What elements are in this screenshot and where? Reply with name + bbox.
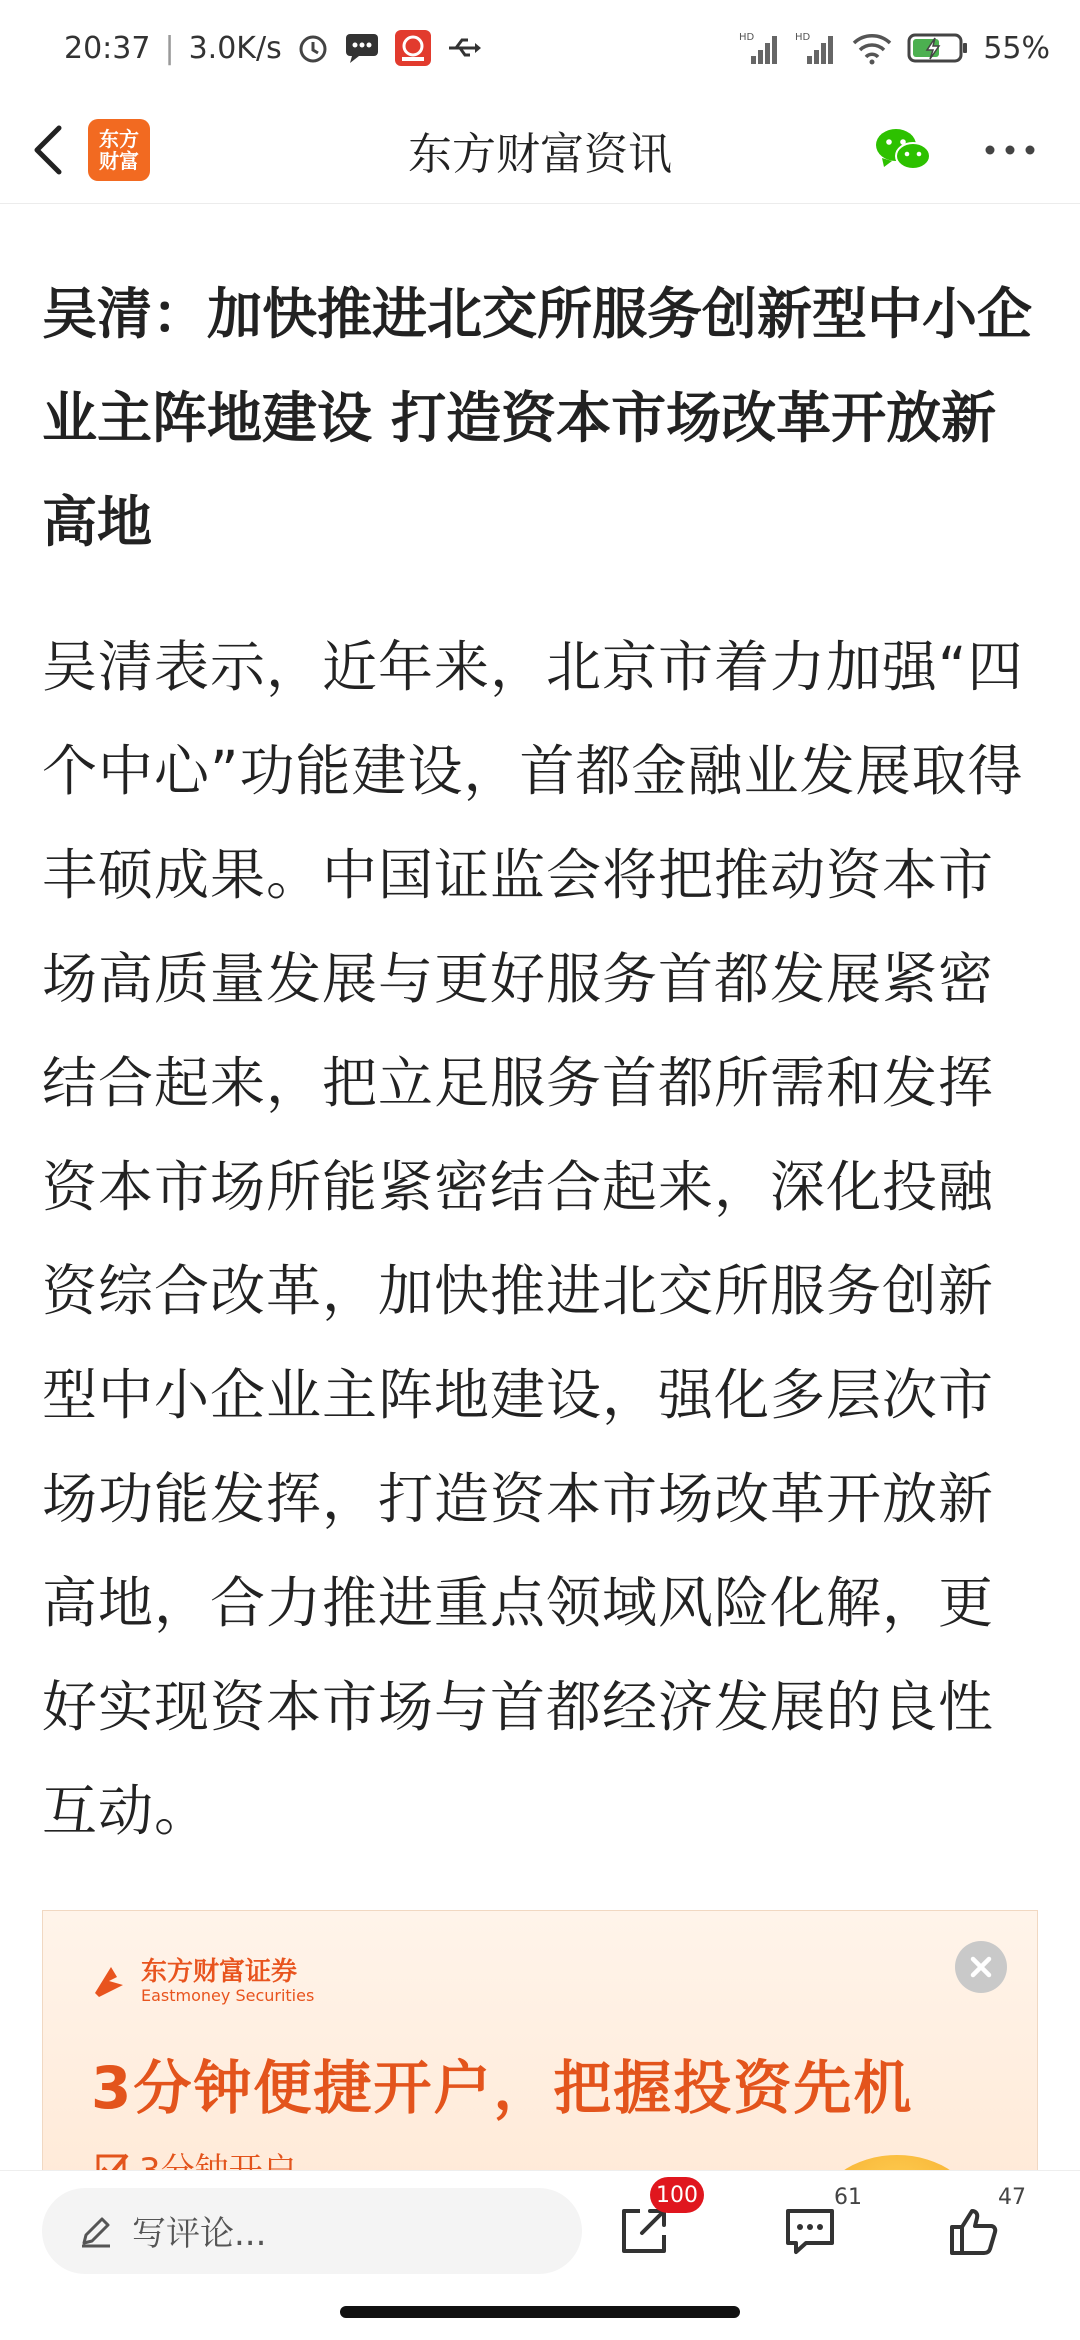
- like-button[interactable]: [934, 2185, 1026, 2271]
- more-options-button[interactable]: [984, 144, 1036, 156]
- bottom-bar: [0, 2170, 1080, 2290]
- ad-brand-cn: 东方财富证券: [141, 1957, 298, 1987]
- status-separator: |: [164, 30, 175, 66]
- share-badge: 100: [650, 2177, 704, 2213]
- share-button[interactable]: [604, 2182, 698, 2271]
- article-body: 吴清表示，近年来，北京市着力加强“四个中心”功能建设，首都金融业发展取得丰硕成果。中国证监会将把推动资本市场高质量发展与更好服务首都发展紧密结合起来，把立足服务首都所需和发挥资本市场所能紧密结合起来，深化投融资综合改革，加快推进北交所服务创新型中小企业主阵地建设，强化多层次市场功能发挥，打造资本市场改革开放新高地，合力推进重点领域风险化解，更好实现资本市场与首都经济发展的良性互动。: [42, 635, 1024, 1843]
- battery-percent: 55%: [983, 30, 1050, 66]
- close-icon: [967, 1953, 995, 1981]
- eastmoney-logo-icon: [91, 1961, 131, 2001]
- battery-charging-icon: [907, 32, 969, 64]
- status-speed: 3.0K/s: [188, 30, 282, 66]
- article-title: 吴清：加快推进北交所服务创新型中小企业主阵地建设 打造资本市场改革开放新高地: [42, 282, 1033, 554]
- comment-count: 61: [834, 2185, 862, 2210]
- comment-icon: [782, 2203, 838, 2259]
- ad-headline: 3分钟便捷开户，把握投资先机: [91, 2054, 914, 2122]
- status-right: [739, 30, 1050, 66]
- comment-placeholder: 写评论...: [132, 2214, 267, 2254]
- like-count: 47: [998, 2185, 1026, 2210]
- app-notification-icon: [394, 29, 432, 67]
- status-left: [64, 29, 482, 67]
- chevron-left-icon: [31, 124, 65, 176]
- signal-2-icon: [795, 30, 837, 66]
- app-logo[interactable]: [88, 119, 150, 181]
- sim2-hd-label: HD: [795, 32, 811, 43]
- app-logo-line2: 财富: [99, 148, 139, 173]
- status-time: 20:37: [64, 30, 151, 66]
- comments-button[interactable]: [770, 2185, 862, 2271]
- nav-bar: [0, 96, 1080, 204]
- wechat-share-button[interactable]: [874, 125, 932, 175]
- status-bar: [0, 0, 1080, 96]
- alarm-icon: [296, 31, 330, 65]
- wifi-icon: [851, 31, 893, 65]
- page-title: 东方财富资讯: [408, 128, 672, 180]
- comment-input[interactable]: [42, 2188, 582, 2274]
- pencil-icon: [78, 2213, 114, 2249]
- more-dots-icon: [984, 144, 1036, 156]
- ad-close-button[interactable]: [955, 1941, 1007, 1993]
- ad-brand-en: Eastmoney Securities: [141, 1986, 315, 2005]
- home-indicator[interactable]: [340, 2306, 740, 2318]
- signal-1-icon: [739, 30, 781, 66]
- usb-icon: [446, 33, 482, 63]
- message-icon: [344, 32, 380, 64]
- app-logo-line1: 东方: [99, 126, 139, 151]
- wechat-icon: [874, 125, 932, 175]
- ad-banner[interactable]: [42, 1910, 1038, 2210]
- back-button[interactable]: [18, 120, 78, 180]
- thumbs-up-icon: [946, 2203, 1002, 2259]
- ad-brand: [91, 1957, 314, 2005]
- nav-actions: [874, 125, 1080, 175]
- sim1-hd-label: HD: [739, 32, 755, 43]
